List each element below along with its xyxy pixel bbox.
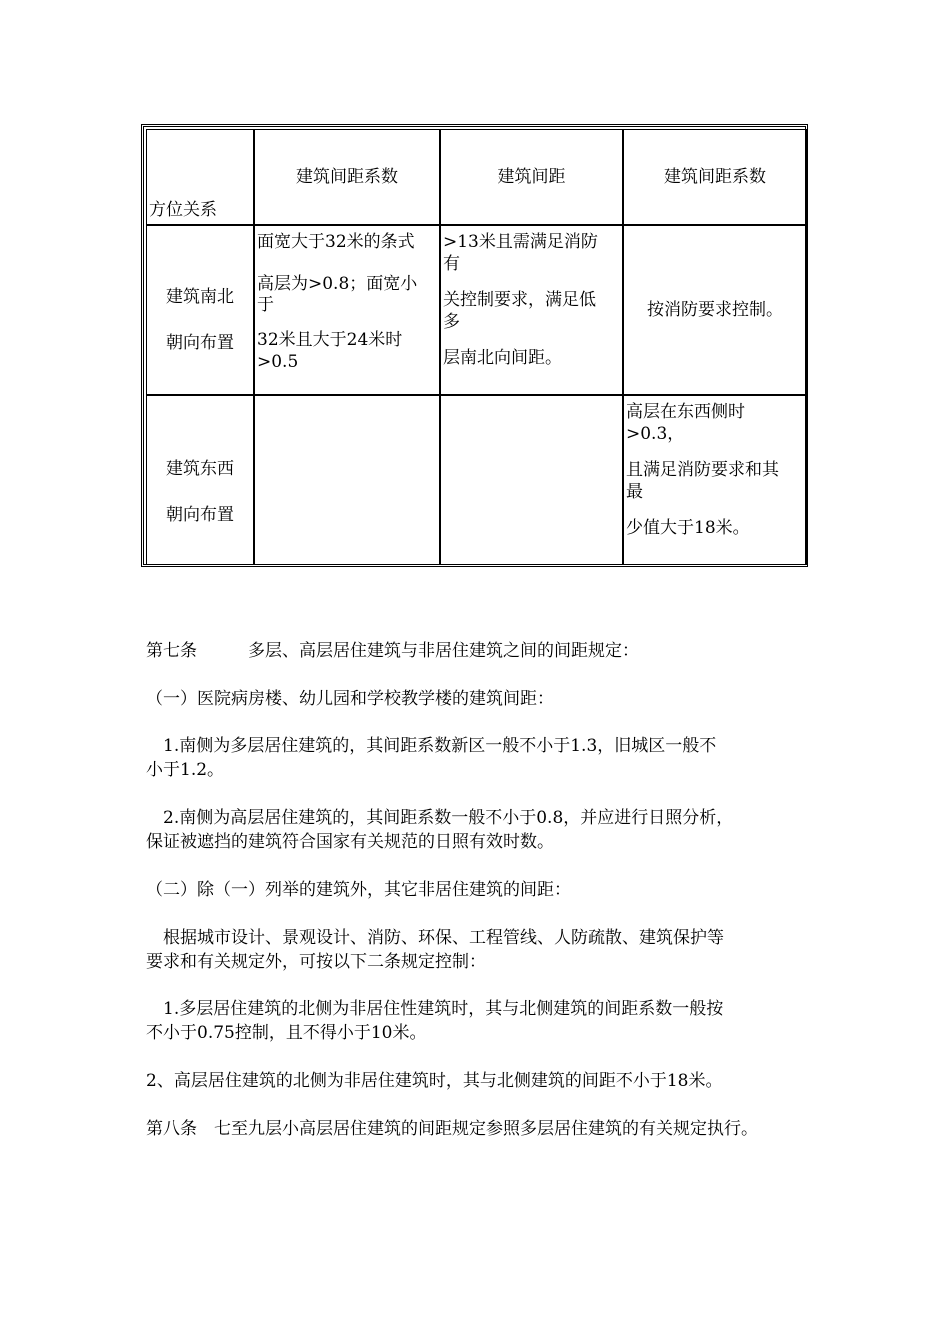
cell-line: 且满足消防要求和其 bbox=[626, 460, 779, 480]
row1-label-line: 建筑南北 bbox=[166, 287, 234, 307]
row1-distance bbox=[440, 225, 623, 395]
row1-coefficient-2 bbox=[623, 225, 807, 395]
article-7-heading-text: 第七条 多层、高层居住建筑与非居住建筑之间的间距规定： bbox=[146, 641, 639, 661]
spacing-table bbox=[141, 124, 808, 567]
clause-1-2 bbox=[146, 806, 816, 854]
cell-line: 32米且大于24米时 bbox=[257, 330, 403, 350]
cell-line: 关控制要求，满足低 bbox=[443, 290, 596, 310]
row2-distance bbox=[440, 395, 623, 565]
section-2-heading bbox=[146, 878, 816, 902]
paragraph-line: 2.南侧为高层居住建筑的，其间距系数一般不小于0.8，并应进行日照分析， bbox=[146, 808, 734, 828]
header-coefficient-2 bbox=[623, 129, 807, 225]
paragraph-line: 根据城市设计、景观设计、消防、环保、工程管线、人防疏散、建筑保护等 bbox=[146, 928, 724, 948]
header-orientation bbox=[146, 129, 254, 225]
header-distance-text: 建筑间距 bbox=[497, 167, 566, 187]
header-orientation-text: 方位关系 bbox=[149, 200, 217, 220]
cell-line: >13米且需满足消防 bbox=[443, 232, 598, 252]
cell-line-blank bbox=[257, 314, 439, 328]
article-8-text: 第八条 七至九层小高层居住建筑的间距规定参照多层居住建筑的有关规定执行。 bbox=[146, 1119, 758, 1139]
cell-line-blank bbox=[257, 254, 439, 272]
row2-coefficient-2 bbox=[623, 395, 807, 565]
cell-line: >0.5 bbox=[257, 352, 299, 372]
section-1-heading bbox=[146, 687, 816, 711]
cell-line: >0.3， bbox=[626, 424, 685, 444]
paragraph-line: 保证被遮挡的建筑符合国家有关规范的日照有效时数。 bbox=[146, 832, 554, 852]
cell-line: 面宽大于32米的条式 bbox=[257, 232, 415, 252]
cell-line-blank bbox=[443, 332, 622, 346]
cell-line: 层南北向间距。 bbox=[443, 348, 562, 368]
section-2-heading-text: （二）除（一）列举的建筑外，其它非居住建筑的间距： bbox=[146, 880, 571, 900]
cell-line: 于 bbox=[257, 295, 274, 315]
row2-label-line: 朝向布置 bbox=[166, 505, 234, 525]
row1-coefficient-2-text: 按消防要求控制。 bbox=[647, 300, 783, 320]
row2-label-line: 建筑东西 bbox=[166, 459, 234, 479]
row2-coefficient bbox=[254, 395, 440, 565]
header-distance bbox=[440, 129, 623, 225]
cell-line: 高层在东西侧时 bbox=[626, 402, 745, 422]
row1-label-line: 朝向布置 bbox=[166, 333, 234, 353]
paragraph-line: 1.南侧为多层居住建筑的，其间距系数新区一般不小于1.3，旧城区一般不 bbox=[146, 736, 717, 756]
cell-line-blank bbox=[443, 274, 622, 288]
paragraph-line: 要求和有关规定外，可按以下二条规定控制： bbox=[146, 952, 486, 972]
clause-2-1 bbox=[146, 997, 816, 1045]
header-coefficient-1-text: 建筑间距系数 bbox=[296, 167, 398, 187]
cell-line-blank bbox=[626, 502, 806, 516]
article-7-heading bbox=[146, 639, 816, 663]
clause-2-2 bbox=[146, 1069, 816, 1093]
section-1-heading-text: （一）医院病房楼、幼儿园和学校教学楼的建筑间距： bbox=[146, 689, 554, 709]
clause-2-2-text: 2、高层居住建筑的北侧为非居住建筑时，其与北侧建筑的间距不小于18米。 bbox=[146, 1071, 723, 1091]
paragraph-line: 不小于0.75控制，且不得小于10米。 bbox=[146, 1023, 427, 1043]
cell-line: 少值大于18米。 bbox=[626, 518, 750, 538]
article-8 bbox=[146, 1117, 816, 1141]
row1-coefficient bbox=[254, 225, 440, 395]
section-2-intro bbox=[146, 926, 816, 974]
cell-line: 高层为>0.8；面宽小 bbox=[257, 274, 418, 294]
paragraph-line: 1.多层居住建筑的北侧为非居住性建筑时，其与北侧建筑的间距系数一般按 bbox=[146, 999, 724, 1019]
clause-1-1 bbox=[146, 734, 816, 782]
header-coefficient-2-text: 建筑间距系数 bbox=[664, 167, 766, 187]
cell-line: 有 bbox=[443, 254, 460, 274]
paragraph-line: 小于1.2。 bbox=[146, 760, 225, 780]
cell-line: 最 bbox=[626, 482, 643, 502]
header-coefficient-1 bbox=[254, 129, 440, 225]
cell-line-blank bbox=[626, 444, 806, 458]
cell-line: 多 bbox=[443, 312, 460, 332]
row1-label bbox=[146, 225, 254, 395]
row2-label bbox=[146, 395, 254, 565]
